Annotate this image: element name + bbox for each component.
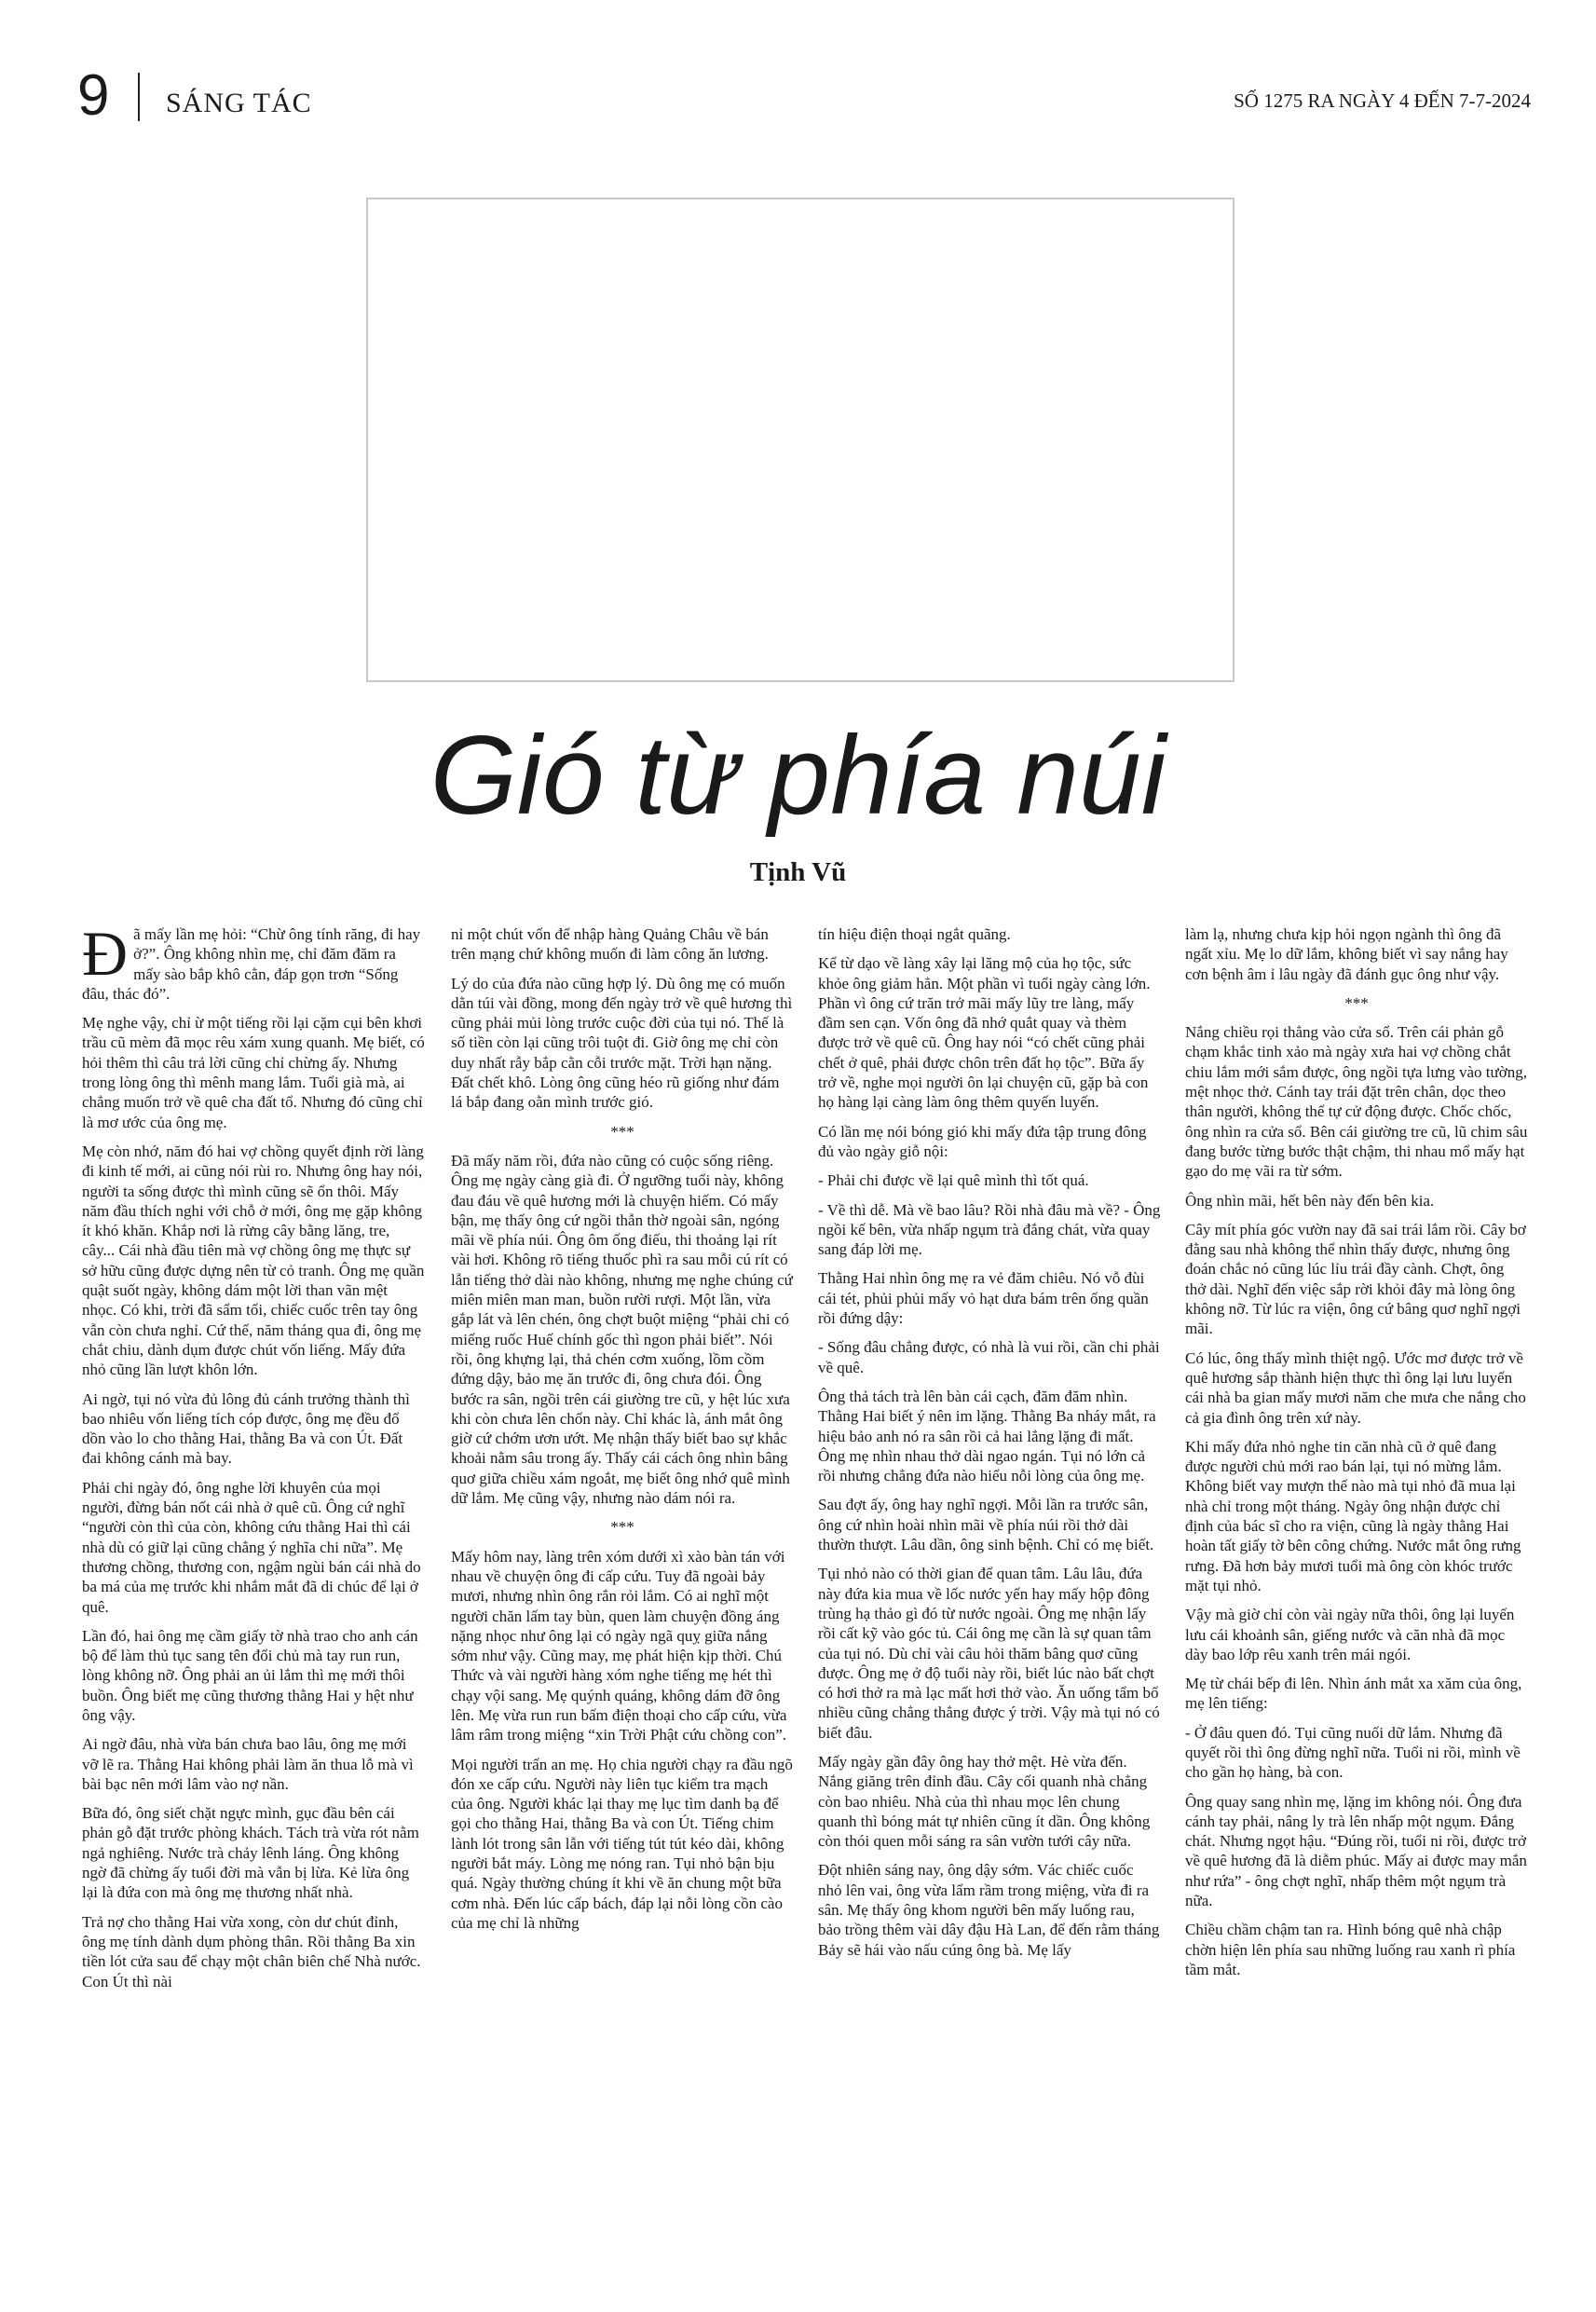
article-paragraph: Kể từ dạo về làng xây lại lăng mộ của họ tộc, sức khỏe ông giảm hẳn. Một phần vì tuổi ngày càng lớn. Phần vì ông cứ trăn trở mãi mấy lũy tre làng, mấy đầm sen cạn. Vốn ông đã nhớ quắt quay và thèm được trở về quê cũ. Ông hay nói “có chết cũng phải chết ở quê, phải được chôn trên đất họ tộc”. Bữa ấy trở về, nghe mọi người ôn lại chuyện cũ, gặp bà con họ hàng lại càng làm ông thêm quyến luyến. xyxy=(818,954,1151,1112)
article-paragraph: Ông quay sang nhìn mẹ, lặng im không nói. Ông đưa cánh tay phải, nâng ly trà lên nhấp một ngụm. Đắng chát. Nhưng ngọt hậu. “Đúng rồi, tuổi ni rồi, được trở về quê hương đã là diễm phúc. Mấy ai được may mắn như rứa” - ông chợt nghĩ, nhấp thêm một ngụm trà nữa. xyxy=(1185,1792,1527,1910)
article-paragraph: Lần đó, hai ông mẹ cầm giấy tờ nhà trao cho anh cán bộ để làm thủ tục sang tên đổi chủ mà tay run run, lòng không nỡ. Ông phải an ủi lắm thì mẹ mới thôi buồn. Ông biết mẹ cũng thương thằng Hai y hệt như ông vậy. xyxy=(82,1626,418,1724)
article-paragraph: Thằng Hai nhìn ông mẹ ra vẻ đăm chiêu. Nó vỗ đùi cái tét, phủi phủi mấy vỏ hạt dưa bám trên ống quần rồi đứng dậy: xyxy=(818,1269,1149,1328)
article-paragraph: Ai ngờ đâu, nhà vừa bán chưa bao lâu, ông mẹ mới vỡ lẽ ra. Thằng Hai không phải làm ăn thua lỗ mà vì bài bạc nên mới lâm vào nợ nần. xyxy=(82,1735,414,1793)
section-title: SÁNG TÁC xyxy=(166,88,312,118)
article-column-3 xyxy=(818,924,1161,2257)
page-number: 9 xyxy=(77,63,110,128)
article-paragraph: Mấy ngày gần đây ông hay thở mệt. Hè vừa đến. Nắng giăng trên đỉnh đầu. Cây cối quanh nhà chẳng còn bao nhiêu. Nhà của thì nhau mọc lên chung quanh thì bóng mát tự nhiên cũng ít dần. Ông không còn thói quen mỗi sáng ra sân vườn tưới cây nữa. xyxy=(818,1752,1151,1851)
article-paragraph: Ông nhìn mãi, hết bên này đến bên kia. xyxy=(1185,1191,1435,1210)
article-paragraph: Đột nhiên sáng nay, ông dậy sớm. Vác chiếc cuốc nhỏ lên vai, ông vừa lẩm rầm trong miệng, vừa đi ra sân. Mẹ thấy ông khom người bên mấy luống rau, bảo trồng thêm vài dây đậu Hà Lan, để đến rằm tháng Bảy sẽ hái vào nấu cúng ông bà. Mẹ lấy xyxy=(818,1861,1160,1959)
article-column-1 xyxy=(82,924,425,2257)
section-separator: *** xyxy=(610,1518,634,1537)
article-paragraph: - Ở đâu quen đó. Tụi cũng nuối dữ lắm. Nhưng đã quyết rồi thì ông đừng nghĩ nữa. Tuổi ni rồi, mình về cho gần họ hàng, bà con. xyxy=(1185,1723,1521,1782)
article-paragraph: - Về thì dễ. Mà về bao lâu? Rồi nhà đâu mà về? - Ông ngồi kế bên, vừa nhấp ngụm trà đắng chát, vừa quay sang đáp lời mẹ. xyxy=(818,1200,1161,1259)
article-paragraph: Tụi nhỏ nào có thời gian để quan tâm. Lâu lâu, đứa này đứa kia mua về lốc nước yến hay mấy hộp đông trùng hạ thảo gì đó từ nước ngoài. Ông mẹ nhận lấy rồi cất kỹ vào góc tủ. Cái ông mẹ cần là sự quan tâm của tụi nó. Dù chỉ vài câu hỏi thăm bâng quơ cũng được. Ông mẹ ở độ tuổi này rồi, biết lúc nào bất chợt có hơi thở ra mà lạc mất hơi thở vào. Ăn uống tẩm bổ nhiều cũng chẳng thẳng được ý trời. Vậy mà tụi nó có biết đâu. xyxy=(818,1565,1160,1742)
article-paragraph: Mẹ từ chái bếp đi lên. Nhìn ánh mắt xa xăm của ông, mẹ lên tiếng: xyxy=(1185,1675,1522,1713)
article-paragraph: Phải chi ngày đó, ông nghe lời khuyên của mọi người, đừng bán nốt cái nhà ở quê cũ. Ông cứ nghĩ “người còn thì của còn, không cứu thằng Hai thì cái nhà dù có giữ lại cũng chẳng ý nghĩa chi nữa”. Mẹ thương chồng, thương con, ngậm ngùi bán cái nhà do ba má của mẹ trước khi nhắm mắt đã di chúc để lại ở quê. xyxy=(82,1478,421,1616)
article-paragraph: Chiều chầm chậm tan ra. Hình bóng quê nhà chập chờn hiện lên phía sau những luống rau xanh rì phía tầm mắt. xyxy=(1185,1921,1516,1978)
article-paragraph: Sau đợt ấy, ông hay nghĩ ngợi. Mỗi lần ra trước sân, ông cứ nhìn hoài nhìn mãi về phía núi rồi thở dài thườn thượt. Lâu dần, ông sinh bệnh. Chỉ có mẹ biết. xyxy=(818,1496,1154,1554)
article-paragraph: làm lạ, nhưng chưa kịp hỏi ngọn ngành thì ông đã ngất xỉu. Mẹ lo dữ lắm, không biết vì say nắng hay cơn bệnh âm ỉ lâu ngày đã đánh gục ông như vậy. xyxy=(1185,925,1508,983)
article-column-2 xyxy=(451,924,794,2257)
article-column-4 xyxy=(1185,924,1528,2257)
article-paragraph: tín hiệu điện thoại ngắt quãng. xyxy=(818,925,1011,943)
article-paragraph: Bữa đó, ông siết chặt ngực mình, gục đầu bên cái phản gỗ đặt trước phòng khách. Tách trà vừa rót nằm ngả nghiêng. Nước trà chảy lênh láng. Ông không ngờ đã chừng ấy tuổi đời mà vẫn bị lừa. Kẻ lừa ông lại là đứa con mà ông mẹ thương nhất nhà. xyxy=(82,1804,419,1902)
article-paragraph: - Sống đâu chẳng được, có nhà là vui rồi, cần chi phải về quê. xyxy=(818,1338,1160,1376)
article-title: Gió từ phía núi xyxy=(430,713,1166,838)
article-paragraph: Có lúc, ông thấy mình thiệt ngộ. Ước mơ được trở về quê hương sắp thành hiện thực thì ông lại lưu luyến cái nhà ba gian mấy mươi năm che mưa che nắng cho cả gia đình ông trên xứ này. xyxy=(1185,1348,1526,1427)
masthead xyxy=(77,63,1531,129)
issue-info: SỐ 1275 RA NGÀY 4 ĐẾN 7-7-2024 xyxy=(1234,89,1531,112)
article-paragraph: Trả nợ cho thằng Hai vừa xong, còn dư chút đỉnh, ông mẹ tính dành dụm phòng thân. Rồi thằng Ba xin tiền lót cửa sau để chạy một chân biên chế Nhà nước. Con Út thì nài xyxy=(82,1912,421,1991)
article-paragraph: - Phải chi được về lại quê mình thì tốt quá. xyxy=(818,1171,1089,1190)
section-separator: *** xyxy=(610,1122,634,1141)
article-paragraph xyxy=(82,924,425,1004)
article-paragraph: Vậy mà giờ chỉ còn vài ngày nữa thôi, ông lại luyến lưu cái khoảnh sân, giếng nước và căn nhà đã mọc dày bao lớp rêu xanh trên mái ngói. xyxy=(1185,1606,1515,1663)
article-paragraph: Mẹ còn nhớ, năm đó hai vợ chồng quyết định rời làng đi kinh tế mới, ai cũng nói rùi ro. Nhưng ông hay nói, người ta sống được thì mình cũng sẽ ổn thôi. Mấy năm đầu thích nghi với chỗ ở mới, ông mẹ gặp không ít khó khăn. Khắp nơi là rừng cây bằng lăng, tre, cây... Cái nhà đầu tiên mà vợ chồng ông mẹ thực sự sở hữu cũng được dựng nên từ cỏ tranh. Ông mẹ quần quật suốt ngày, không dám một lời than vãn mệt nhọc. Có khi, trời đã sẩm tối, chiếc cuốc trên tay ông vẫn còn chưa nghỉ. Cứ thế, năm tháng qua đi, ông mẹ chắt chiu, dành dụm được chút vốn liếng. Mấy đứa nhỏ cũng lần lượt khôn lớn. xyxy=(82,1142,425,1379)
article-author: Tịnh Vũ xyxy=(749,857,847,887)
section-separator: *** xyxy=(1344,993,1369,1012)
article-paragraph: Mấy hôm nay, làng trên xóm dưới xì xào bàn tán với nhau về chuyện ông đi cấp cứu. Tuy đã ngoài bảy mươi, nhưng nhìn ông rắn rỏi lắm. Có ai nghĩ một người chăn lấm tay bùn, quen làm chuyện đồng áng nặng nhọc như ông lại có ngày ngã quỵ giữa nắng sớm như vậy. Cũng may, mẹ phát hiện kịp thời. Chú Thức và vài người hàng xóm nghe tiếng mẹ hét thì chạy vội sang. Mẹ quýnh quáng, không dám đỡ ông lên. Mẹ vừa run run bấm điện thoại cho cấp cứu, vừa lâm râm trong miệng “xin Trời Phật cứu chồng con”. xyxy=(451,1547,787,1744)
article-paragraph: Nắng chiều rọi thẳng vào cửa sổ. Trên cái phản gỗ chạm khắc tinh xảo mà ngày xưa hai vợ chồng chắt chiu lắm mới sắm được, ông ngồi tựa lưng vào tường, mệt nhọc thở. Cánh tay trái đặt trên chân, dọc theo thân người, không thể tự cử động được. Chốc chốc, ông nhìn ra cửa sổ. Bên cái giường tre cũ, lũ chim sâu đang bước từng bước thật chậm, thi nhau mổ mấy hạt gạo do mẹ vãi ra từ sớm. xyxy=(1185,1023,1528,1181)
drop-cap: Đ xyxy=(82,924,129,989)
header-divider xyxy=(138,73,140,121)
article-paragraph: Mẹ nghe vậy, chỉ ừ một tiếng rồi lại cặm cụi bên khơi trầu cũ mèm đã mọc rêu xám xung quanh. Mẹ biết, có hỏi thêm thì câu trả lời cũng chỉ chừng ấy. Nhưng trong lòng ông thì mênh mang lắm. Tuổi già mà, ai chẳng muốn trở về quê cha đất tổ. Nhưng đó cũng chỉ là mơ ước của ông mẹ. xyxy=(82,1014,425,1131)
article-paragraph: Đã mấy năm rồi, đứa nào cũng có cuộc sống riêng. Ông mẹ ngày càng già đi. Ở ngưỡng tuổi này, không đau đáu về quê hương mới là chuyện hiếm. Có mấy bận, mẹ thấy ông cứ ngồi thẫn thờ ngoài sân, ngóng mãi về phía núi. Ông ôm ống điếu, thi thoảng lại rít vài hơi. Không rõ tiếng thuốc phì ra sau mỗi cú rít có lẫn tiếng thở dài nào không, nhưng mẹ nghe chúng cứ miên miên man man, buồn rười rượi. Một lần, vừa gắp lát và lên chén, ông chợt buột miệng “phải chi có miếng ruốc Huế chính gốc thì ngon phải biết”. Nói rồi, ông khựng lại, thả chén cơm xuống, lồm cồm đứng dậy, bảo mẹ ăn trước đi, ông chưa đói. Ông bước ra sân, ngồi trên cái giường tre cũ, y hệt lúc xưa khi còn chưa lên chốn này. Chỉ khác là, ánh mắt ông giờ cứ chớm ươn ướt. Mẹ nhận thấy biết bao sự khắc khoải nằm sâu trong ấy. Thấy cái cách ông nhìn bâng quơ giữa chiều xám ngoắt, mẹ biết ông nhớ quê mình dữ lắm. Mẹ cũng vậy, nhưng nào dám nói ra. xyxy=(451,1151,793,1508)
article-paragraph: Có lần mẹ nói bóng gió khi mấy đứa tập trung đông đủ vào ngày giỗ nội: xyxy=(818,1122,1147,1160)
article-paragraph: Khi mấy đứa nhỏ nghe tin căn nhà cũ ở quê đang được người chủ mới rao bán lại, tụi nó mừng lắm. Không biết vay mượn thế nào mà tụi nhỏ đã mua lại nhà chỉ trong một tháng. Ngày ông nhận được chỉ định của bác sĩ cho ra viện, cũng là ngày thằng Hai hoàn tất giấy tờ bên công chứng. Nước mắt ông rưng rưng. Đã hơn bảy mươi tuổi mà ông còn khóc trước mặt tụi nhỏ. xyxy=(1185,1437,1521,1594)
article-paragraph: nỉ một chút vốn để nhập hàng Quảng Châu về bán trên mạng chứ không muốn đi làm công ăn lương. xyxy=(451,925,769,964)
article-paragraph: Ai ngờ, tụi nó vừa đủ lông đủ cánh trưởng thành thì bao nhiêu vốn liếng tích cóp được, ông mẹ đều đổ dồn vào lo cho thằng Hai, thằng Ba và con Út. Đất đai không cánh mà bay. xyxy=(82,1389,410,1468)
paragraph-text: ã mấy lần mẹ hỏi: “Chừ ông tính răng, đi hay ở?”. Ông không nhìn mẹ, chỉ đăm đăm ra mấy sào bắp khô cằn, đáp gọn trơn “Sống đâu, thác đó”. xyxy=(82,925,421,1003)
article-paragraph: Cây mít phía góc vườn nay đã sai trái lắm rồi. Cây bơ đằng sau nhà không thể nhìn thấy được, nhưng ông đoán chắc nó cũng lúc lỉu trái đầy cành. Chợt, ông thở dài. Nghĩ đến việc sắp rời khỏi đây mà lòng ông không nỡ. Từ lúc ra viện, ông cứ bâng quơ nghĩ ngợi mãi. xyxy=(1185,1220,1526,1338)
article-paragraph: Ông thả tách trà lên bàn cái cạch, đăm đăm nhìn. Thằng Hai biết ý nên im lặng. Thằng Ba nháy mắt, ra hiệu bảo anh nó ra sân rồi cả hai lẳng lặng đi mất. Ông mẹ nhìn nhau thở dài ngao ngán. Tụi nó lớn cả rồi nhưng chẳng đứa nào hiểu nỗi lòng của ông mẹ. xyxy=(818,1387,1156,1485)
article-paragraph: Lý do của đứa nào cũng hợp lý. Dù ông mẹ có muốn dằn túi vài đồng, mong đến ngày trở về quê hương thì cũng phải mủi lòng trước cuộc đời của tụi nó. Thế là số tiền còn lại cũng trôi tuột đi. Giờ ông mẹ chỉ còn duy nhất rẫy bắp cằn cỗi trước mặt. Trời hạn nặng. Đất chết khô. Lòng ông cũng héo rũ giống như đám lá bắp đang oằn mình trước gió. xyxy=(451,974,793,1112)
article-paragraph: Mọi người trấn an mẹ. Họ chia người chạy ra đầu ngõ đón xe cấp cứu. Người này liên tục kiểm tra mạch của ông. Người khác lại thay mẹ lục tìm danh bạ để gọi cho thằng Hai, thằng Ba và con Út. Tiếng chim lành lót trong sân lẫn với tiếng tút tút kéo dài, không người bắt máy. Lòng mẹ nóng ran. Tụi nhỏ bận bịu quá. Ngày thường chúng ít khi về ăn chung một bữa cơm nhà. Đến lúc cấp bách, đáp lại nỗi lòng cồn cào của mẹ chỉ là những xyxy=(451,1755,793,1932)
illustration-frame xyxy=(366,198,1235,682)
